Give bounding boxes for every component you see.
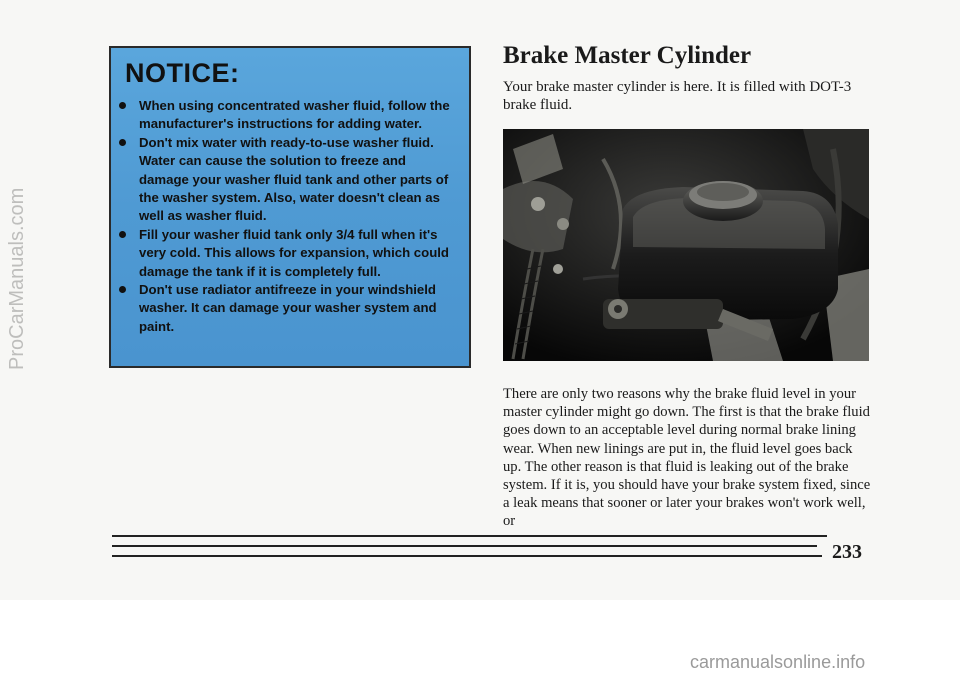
notice-box xyxy=(109,46,471,368)
notice-item xyxy=(117,97,457,134)
notice-item-text: When using concentrated washer fluid, follow the manufacturer's instructions for adding water. xyxy=(139,98,450,132)
engine-photo xyxy=(503,129,869,361)
bullet-icon xyxy=(119,102,126,109)
notice-item-text: Don't use radiator antifreeze in your windshield washer. It can damage your washer system and paint. xyxy=(139,282,437,334)
bullet-icon xyxy=(119,286,126,293)
notice-item-text: Don't mix water with ready-to-use washer fluid. Water can cause the solution to freeze and damage your washer fluid tank and other parts of the washer system. Also, water doesn't clean as well as washer fluid. xyxy=(139,134,449,224)
notice-list xyxy=(117,97,457,336)
footer-rule-middle xyxy=(112,545,817,547)
notice-item-text: Fill your washer fluid tank only 3/4 full when it's very cold. This allows for expansion, which could damage the tank if it is completely full. xyxy=(139,226,449,279)
bullet-icon xyxy=(119,139,126,146)
notice-item xyxy=(117,281,457,336)
notice-title: NOTICE: xyxy=(125,58,240,88)
section-body: There are only two reasons why the brake fluid level in your master cylinder might go down. The first is that the brake fluid goes down to an acceptable level during normal brake lining wear. When new linings are put in, the fluid level goes back up. The other reason is that fluid is leaking out of the brake system. If it is, you should have your brake system fixed, since a leak means that sooner or later your brakes won't work well, or xyxy=(503,386,871,530)
page-number: 233 xyxy=(832,541,862,563)
side-watermark: ProCarManuals.com xyxy=(6,187,28,370)
bottom-watermark[interactable]: carmanualsonline.info xyxy=(690,652,866,672)
section-intro: Your brake master cylinder is here. It is filled with DOT-3 brake fluid. xyxy=(503,79,852,113)
notice-item xyxy=(117,134,457,226)
bullet-icon xyxy=(119,231,126,238)
footer-rule-top xyxy=(112,535,827,537)
section-heading: Brake Master Cylinder xyxy=(503,42,752,69)
footer-rule-bottom xyxy=(112,555,822,557)
notice-item xyxy=(117,226,457,281)
brake-master-cylinder-photo xyxy=(503,129,869,361)
